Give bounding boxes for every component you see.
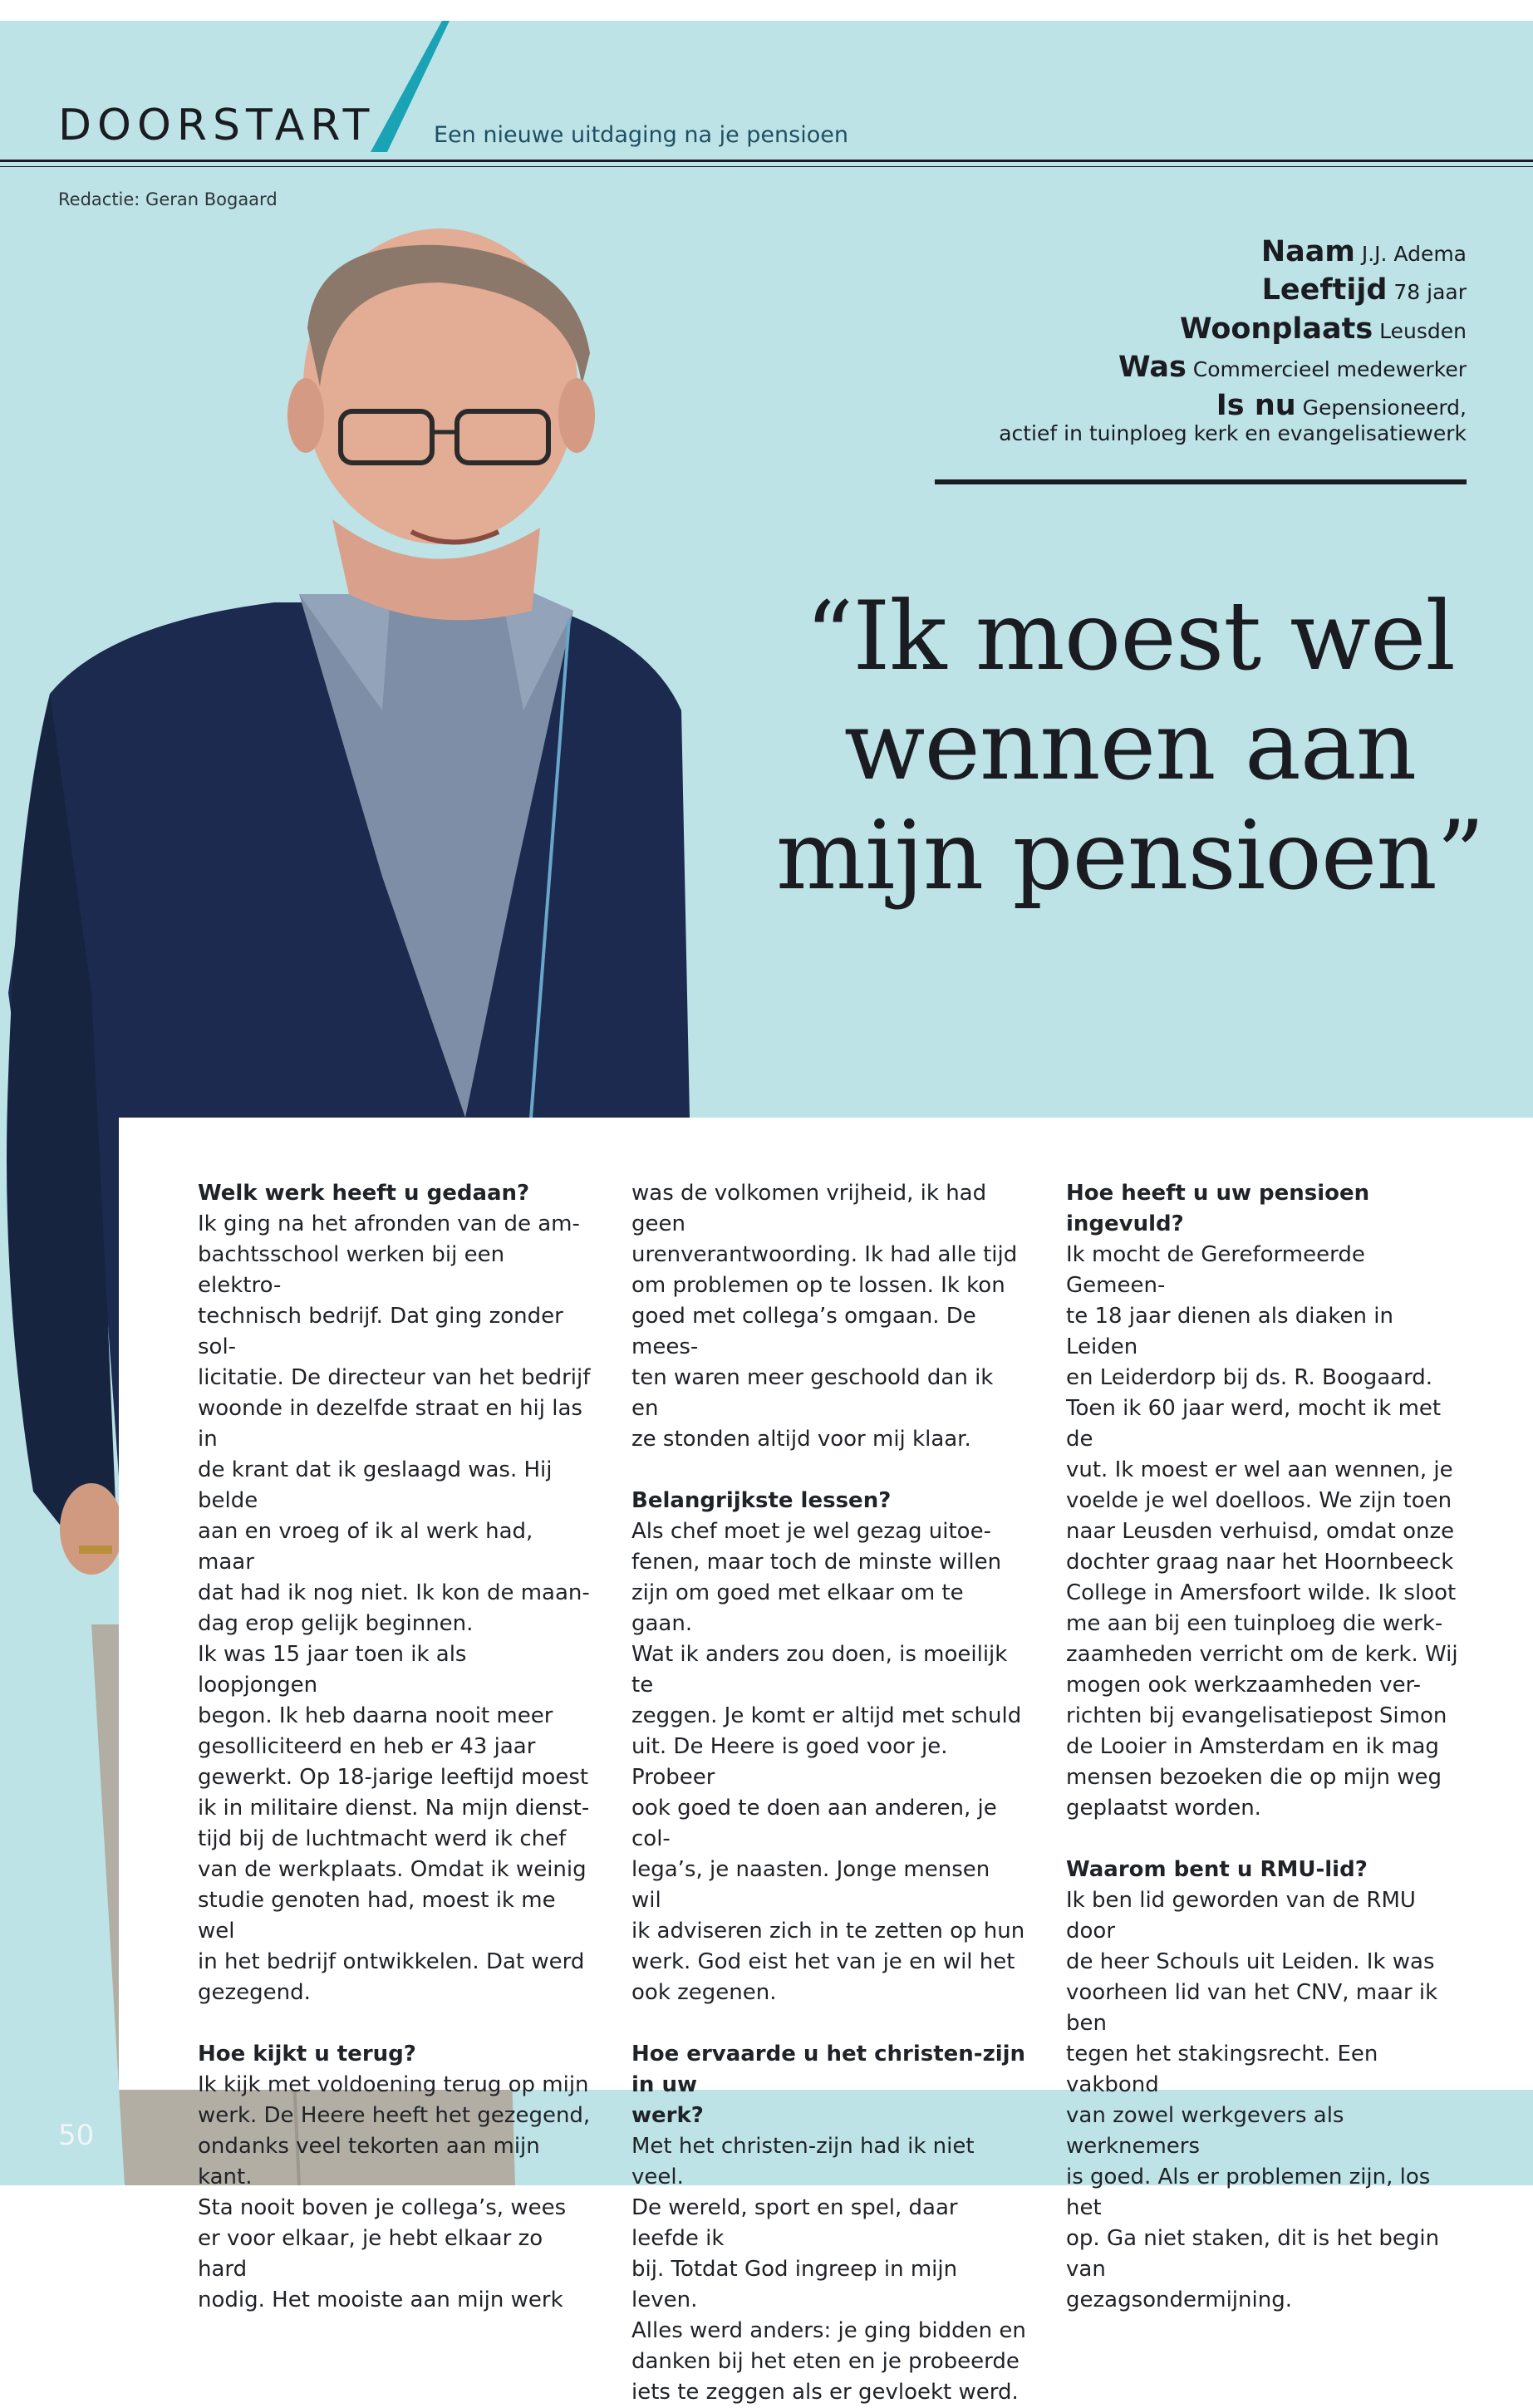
profile-label: Woonplaats: [1179, 312, 1373, 346]
quote-line: wennen aan: [843, 690, 1417, 801]
body-text-line: iets te zeggen als er gevloekt werd.: [631, 2380, 1019, 2405]
body-text-line: dochter graag naar het Hoornbeeck: [1066, 1550, 1454, 1575]
body-text-line: voorheen lid van het CNV, maar ik ben: [1066, 1980, 1438, 2036]
body-text-line: technisch bedrijf. Dat ging zonder sol-: [198, 1304, 563, 1359]
body-text-line: uit. De Heere is goed voor je. Probeer: [631, 1734, 948, 1790]
body-text-line: Ik ben lid geworden van de RMU door: [1066, 1888, 1416, 1944]
body-text-line: werk. God eist het van je en wil het: [631, 1949, 1015, 1974]
paragraph-gap: [1066, 1824, 1461, 1855]
body-text-line: Alles werd anders: je ging bidden en: [631, 2318, 1026, 2343]
magazine-page: [0, 21, 1533, 2405]
body-text-line: fenen, maar toch de minste willen: [631, 1550, 1002, 1575]
body-text-line: gewerkt. Op 18-jarige leeftijd moest: [198, 1765, 589, 1790]
profile-label: Naam: [1260, 235, 1355, 268]
body-text-line: ook goed te doen aan anderen, je col-: [631, 1796, 997, 1851]
body-text-line: richten bij evangelisatiepost Simon: [1066, 1703, 1447, 1728]
body-text-line: aan en vroeg of ik al werk had, maar: [198, 1519, 533, 1575]
profile-value: Leusden: [1379, 318, 1467, 343]
body-text-line: de heer Schouls uit Leiden. Ik was: [1066, 1949, 1435, 1974]
body-text-line: mensen bezoeken die op mijn weg: [1066, 1765, 1442, 1790]
quote-line: mijn pensioen”: [775, 800, 1485, 911]
body-text-line: zaamheden verricht om de kerk. Wij: [1066, 1642, 1458, 1667]
body-text-line: dag erop gelijk beginnen.: [198, 1611, 474, 1636]
question-heading: werk?: [631, 2103, 704, 2128]
body-text-line: Als chef moet je wel gezag uitoe-: [631, 1519, 991, 1544]
body-text-line: vut. Ik moest er wel aan wennen, je: [1066, 1457, 1453, 1482]
section-subtitle: Een nieuwe uitdaging na je pensioen: [434, 122, 848, 148]
body-text-line: urenverantwoording. Ik had alle tijd: [631, 1242, 1018, 1267]
body-text-line: en Leiderdorp bij ds. R. Boogaard.: [1066, 1365, 1433, 1390]
profile-row-woonplaats: [999, 312, 1467, 346]
body-text-line: licitatie. De directeur van het bedrijf: [198, 1365, 591, 1390]
body-text-line: gezagsondermijning.: [1066, 2288, 1292, 2312]
body-text-line: De wereld, sport en spel, daar leefde ik: [631, 2195, 958, 2251]
body-text-line: voelde je wel doelloos. We zijn toen: [1066, 1488, 1452, 1513]
body-text-line: tijd bij de luchtmacht werd ik chef: [198, 1826, 567, 1851]
body-text-line: bachtsschool werken bij een elektro-: [198, 1242, 505, 1298]
question-heading: Belangrijkste lessen?: [631, 1488, 892, 1513]
body-text-line: Toen ik 60 jaar werd, mocht ik met de: [1066, 1396, 1442, 1452]
profile-value-continued: actief in tuinploeg kerk en evangelisatiewerk: [999, 421, 1467, 446]
body-text-line: werk. De Heere heeft het gezegend,: [198, 2103, 591, 2128]
body-text-line: de Looier in Amsterdam en ik mag: [1066, 1734, 1439, 1759]
profile-row-isnu: [999, 389, 1467, 422]
body-text-line: in het bedrijf ontwikkelen. Dat werd: [198, 1949, 585, 1974]
question-heading: Hoe kijkt u terug?: [198, 2042, 416, 2066]
article-column-3: [1066, 1178, 1461, 2316]
body-text-line: was de volkomen vrijheid, ik had geen: [631, 1181, 987, 1236]
body-text-line: mogen ook werkzaamheden ver-: [1066, 1673, 1421, 1698]
header-rule: [0, 160, 1533, 162]
body-text-line: Ik ging na het afronden van de am-: [198, 1211, 580, 1236]
body-text-line: Ik was 15 jaar toen ik als loopjongen: [198, 1642, 467, 1698]
body-text-line: zijn om goed met elkaar om te gaan.: [631, 1580, 964, 1636]
question-heading: Hoe ervaarde u het christen-zijn in uw: [631, 2042, 1026, 2097]
body-text-line: gezegend.: [198, 1980, 311, 2005]
question-heading: Welk werk heeft u gedaan?: [198, 1181, 530, 1206]
body-text-line: Wat ik anders zou doen, is moeilijk te: [631, 1642, 1008, 1698]
profile-row-naam: [999, 235, 1467, 268]
body-text-line: tegen het stakingsrecht. Een vakbond: [1066, 2042, 1378, 2097]
body-text-line: ook zegenen.: [631, 1980, 777, 2005]
page-number: 50: [58, 2119, 95, 2152]
body-text-line: om problemen op te lossen. Ik kon: [631, 1273, 1005, 1298]
question-heading: Waarom bent u RMU-lid?: [1066, 1857, 1368, 1882]
profile-value: 78 jaar: [1393, 280, 1467, 305]
body-text-line: ze stonden altijd voor mij klaar.: [631, 1427, 971, 1452]
body-text-line: begon. Ik heb daarna nooit meer: [198, 1703, 553, 1728]
body-text-line: ondanks veel tekorten aan mijn kant.: [198, 2134, 540, 2189]
body-text-line: bij. Totdat God ingreep in mijn leven.: [631, 2257, 958, 2312]
article-column-2: [631, 1178, 1026, 2408]
profile-row-leeftijd: [999, 273, 1467, 307]
paragraph-gap: [631, 2008, 1026, 2039]
body-text-line: Ik kijk met voldoening terug op mijn: [198, 2072, 589, 2097]
body-text-line: studie genoten had, moest ik me wel: [198, 1888, 556, 1944]
body-text-line: er voor elkaar, je hebt elkaar zo hard: [198, 2226, 543, 2282]
body-text-line: zeggen. Je komt er altijd met schuld: [631, 1703, 1022, 1728]
profile-facts: [999, 235, 1467, 446]
body-text-line: van zowel werkgevers als werknemers: [1066, 2103, 1344, 2159]
header-rule-thin: [0, 166, 1533, 167]
body-text-line: Sta nooit boven je collega’s, wees: [198, 2195, 567, 2220]
body-text-line: ik adviseren zich in te zetten op hun: [631, 1919, 1025, 1944]
body-text-line: lega’s, je naasten. Jonge mensen wil: [631, 1857, 990, 1913]
profile-label: Is nu: [1216, 389, 1296, 422]
paragraph-gap: [631, 1455, 1026, 1486]
body-text-line: is goed. Als er problemen zijn, los het: [1066, 2165, 1431, 2220]
profile-value: Gepensioneerd,: [1302, 396, 1467, 420]
editor-credit: Redactie: Geran Bogaard: [58, 189, 278, 209]
profile-value: Commercieel medewerker: [1192, 356, 1467, 381]
body-text-line: woonde in dezelfde straat en hij las in: [198, 1396, 582, 1452]
question-heading: Hoe heeft u uw pensioen ingevuld?: [1066, 1181, 1370, 1236]
body-text-line: gesolliciteerd en heb er 43 jaar: [198, 1734, 536, 1759]
section-title: DOORSTART: [58, 101, 376, 150]
body-text-line: nodig. Het mooiste aan mijn werk: [198, 2288, 563, 2312]
body-text-line: naar Leusden verhuisd, omdat onze: [1066, 1519, 1455, 1544]
profile-row-was: [999, 351, 1467, 384]
profile-label: Was: [1118, 350, 1187, 384]
body-text-line: te 18 jaar dienen als diaken in Leiden: [1066, 1304, 1393, 1359]
body-text-line: ik in militaire dienst. Na mijn dienst-: [198, 1796, 590, 1821]
body-text-line: me aan bij een tuinploeg die werk-: [1066, 1611, 1443, 1636]
body-text-line: ten waren meer geschoold dan ik en: [631, 1365, 994, 1421]
profile-rule: [935, 479, 1467, 484]
body-text-line: dat had ik nog niet. Ik kon de maan-: [198, 1580, 590, 1605]
body-text-line: danken bij het eten en je probeerde: [631, 2349, 1020, 2374]
paragraph-gap: [198, 2008, 592, 2039]
pull-quote: [764, 582, 1496, 911]
profile-label: Leeftijd: [1261, 273, 1388, 307]
quote-line: “Ik moest wel: [805, 581, 1455, 691]
body-text-line: goed met collega’s omgaan. De mees-: [631, 1304, 976, 1359]
body-text-line: geplaatst worden.: [1066, 1796, 1261, 1821]
article-column-1: [198, 1178, 592, 2316]
body-text-line: van de werkplaats. Omdat ik weinig: [198, 1857, 587, 1882]
body-text-line: de krant dat ik geslaagd was. Hij belde: [198, 1457, 553, 1513]
profile-value: J.J. Adema: [1361, 242, 1467, 266]
body-text-line: College in Amersfoort wilde. Ik sloot: [1066, 1580, 1457, 1605]
body-text-line: Ik mocht de Gereformeerde Gemeen-: [1066, 1242, 1365, 1298]
body-text-line: Met het christen-zijn had ik niet veel.: [631, 2134, 975, 2189]
body-text-line: op. Ga niet staken, dit is het begin van: [1066, 2226, 1440, 2282]
